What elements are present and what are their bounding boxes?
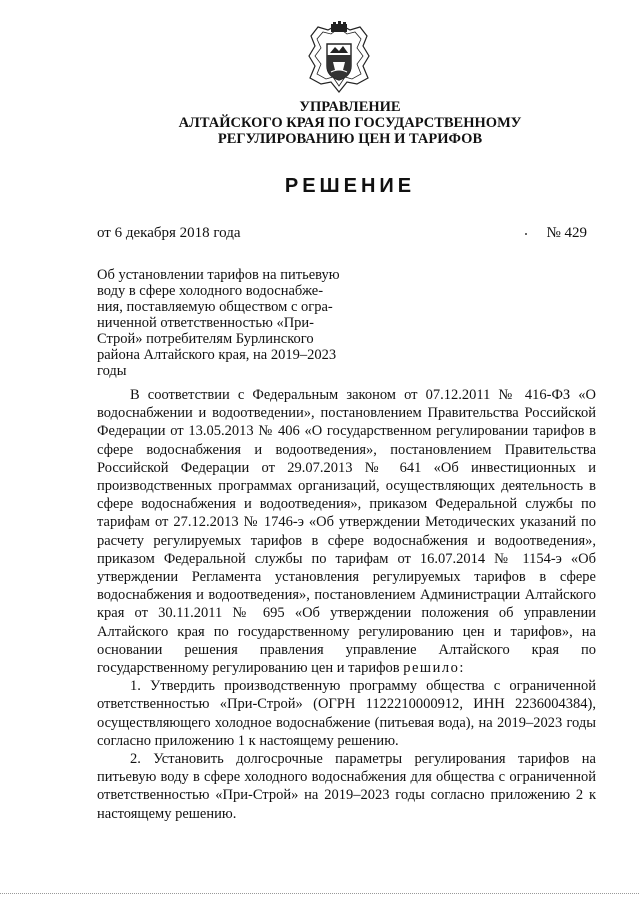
stray-dot: [525, 233, 527, 235]
document-title: РЕШЕНИЕ: [284, 175, 416, 197]
resolution-item-1: 1. Утвердить производственную программу общества с ограниченной ответственностью «При-Строй» (ОГРН 1122210000912, ИНН 2236004384), осуществляющего холодное водоснабжение (питьевая вода), на 2019–2023 годы согласно приложению 1 к настоящему решению.: [97, 678, 596, 749]
preamble-paragraph: [97, 386, 596, 677]
org-line-1: УПРАВЛЕНИЕ: [299, 99, 401, 115]
subject-line: ния, поставляемую обществом с огра-: [97, 299, 333, 315]
subject-line: района Алтайского края, на 2019–2023: [97, 347, 337, 363]
org-line-2: АЛТАЙСКОГО КРАЯ ПО ГОСУДАРСТВЕННОМУ: [178, 115, 522, 131]
preamble-text: В соответствии с Федеральным законом от 07.12.2011 № 416-ФЗ «О водоснабжении и водоотведении», постановлением Правительства Российской Федерации от 13.05.2013 № 406 «О государственном регулировании тарифов в сфере водоснабжения и водоотведения», постановлением Правительства Российской Федерации от 29.07.2013 № 641 «Об инвестиционных и производственных программах организаций, осуществляющих деятельность в сфере водоснабжения и водоотведения», приказом Федеральной службы по тарифам от 27.12.2013 № 1746-э «Об утверждении Методических указаний по расчету регулируемых тарифов в сфере водоснабжения и водоотведения», приказом Федеральной службы по тарифам от 16.07.2014 № 1154-э «Об утверждении Регламента установления регулируемых тарифов в сфере водоснабжения и водоотведения», постановлением Администрации Алтайского края от 30.11.2011 № 695 «Об утверждении положения об управлении Алтайского края по государственному регулированию цен и тарифов», на основании решения правления управление Алтайского края по государственному регулированию цен и тарифов: [97, 387, 596, 677]
page-bottom-divider: [0, 893, 639, 894]
document-body: [97, 386, 596, 823]
subject-line: Об установлении тарифов на питьевую: [97, 267, 340, 283]
resolution-item-2: 2. Установить долгосрочные параметры регулирования тарифов на питьевую воду в сфере холодного водоснабжения для общества с ограниченной ответственностью «При-Строй» на 2019–2023 годы согласно приложению 2 к настоящему решению.: [97, 751, 596, 822]
subject-line: ниченной ответственностью «При-: [97, 315, 315, 331]
decided-word: решило:: [403, 660, 465, 677]
subject-heading: [97, 267, 340, 379]
document-date: от 6 декабря 2018 года: [97, 225, 241, 241]
subject-line: годы: [97, 363, 127, 379]
coat-of-arms-icon: [301, 20, 377, 96]
org-line-3: РЕГУЛИРОВАНИЮ ЦЕН И ТАРИФОВ: [217, 131, 483, 147]
subject-line: Строй» потребителям Бурлинского: [97, 331, 314, 347]
subject-line: воду в сфере холодного водоснабже-: [97, 283, 324, 299]
organization-name: [120, 99, 580, 147]
document-number: № 429: [546, 225, 587, 241]
